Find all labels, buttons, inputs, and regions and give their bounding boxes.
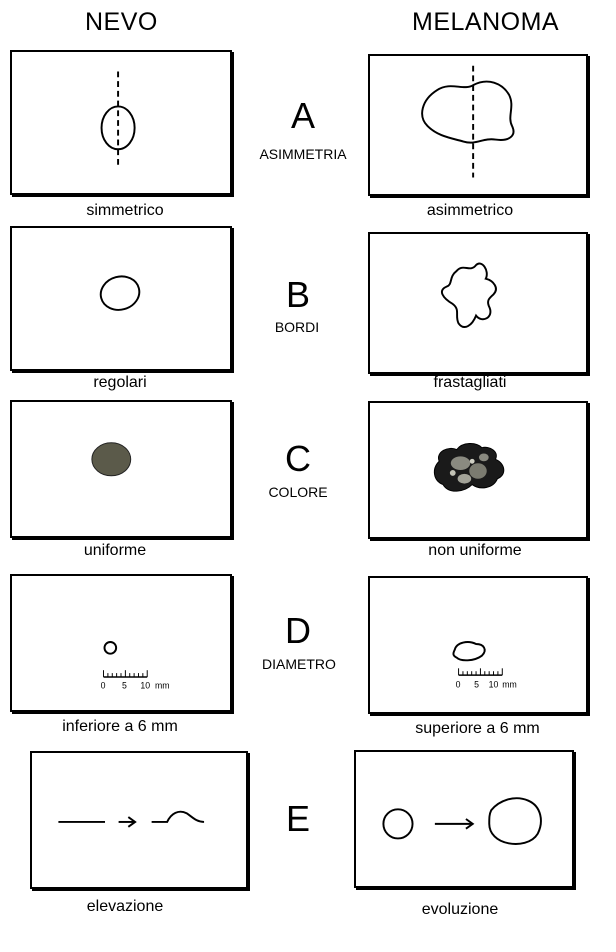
criterion-diametro: DIAMETRO xyxy=(262,656,336,672)
scale-tick-5: 5 xyxy=(474,679,479,690)
panel-b-nevus xyxy=(10,226,232,371)
letter-e: E xyxy=(285,798,310,839)
letter-b: B xyxy=(285,274,310,315)
scale-ruler-left xyxy=(104,670,148,677)
panel-d-melanoma xyxy=(368,576,588,714)
scale-tick-10: 10 xyxy=(140,680,151,691)
caption-non-uniforme: non uniforme xyxy=(428,542,522,559)
caption-frastagliati: frastagliati xyxy=(433,374,507,391)
caption-uniforme: uniforme xyxy=(83,542,147,559)
caption-simmetrico: simmetrico xyxy=(86,202,164,219)
criterion-asimmetria: ASIMMETRIA xyxy=(259,146,347,162)
panel-d-nevus xyxy=(10,574,232,712)
panel-e-melanoma xyxy=(354,750,574,888)
scale-tick-0: 0 xyxy=(100,680,106,691)
letter-d: D xyxy=(285,610,311,651)
panel-c-melanoma xyxy=(368,401,588,539)
scale-tick-10: 10 xyxy=(488,679,499,690)
small-diameter-figure xyxy=(12,576,230,710)
header-nevo: NEVO xyxy=(85,8,158,36)
header-melanoma: MELANOMA xyxy=(412,8,560,36)
non-uniform-color-figure xyxy=(370,403,586,537)
panel-e-nevus xyxy=(30,751,248,889)
scale-tick-0: 0 xyxy=(455,679,461,690)
uniform-color-figure xyxy=(12,402,230,536)
caption-asimmetrico: asimmetrico xyxy=(426,202,514,219)
caption-regolari: regolari xyxy=(93,374,147,391)
arrow-right-icon xyxy=(119,817,136,827)
panel-a-nevus xyxy=(10,50,232,195)
evolution-figure xyxy=(356,752,572,886)
symmetric-oval-figure xyxy=(12,52,230,193)
criterion-colore: COLORE xyxy=(268,484,328,500)
caption-inferiore-6mm: inferiore a 6 mm xyxy=(62,718,178,735)
scale-tick-5: 5 xyxy=(121,680,127,691)
panel-a-melanoma xyxy=(368,54,588,196)
scale-unit: mm xyxy=(154,680,170,691)
criterion-bordi: BORDI xyxy=(274,319,320,335)
panel-c-nevus xyxy=(10,400,232,538)
caption-elevazione: elevazione xyxy=(86,898,164,915)
jagged-border-figure xyxy=(370,234,586,372)
scale-ruler-right xyxy=(459,668,503,675)
letter-c: C xyxy=(285,438,311,479)
large-diameter-figure xyxy=(370,578,586,712)
scale-unit: mm xyxy=(502,679,517,690)
arrow-right-icon xyxy=(435,819,473,829)
elevation-figure xyxy=(32,753,246,887)
letter-a: A xyxy=(290,95,315,136)
caption-superiore-6mm: superiore a 6 mm xyxy=(415,720,540,737)
regular-border-figure xyxy=(12,228,230,369)
asymmetric-shape-figure xyxy=(370,56,586,194)
caption-evoluzione: evoluzione xyxy=(421,901,499,918)
panel-b-melanoma xyxy=(368,232,588,374)
